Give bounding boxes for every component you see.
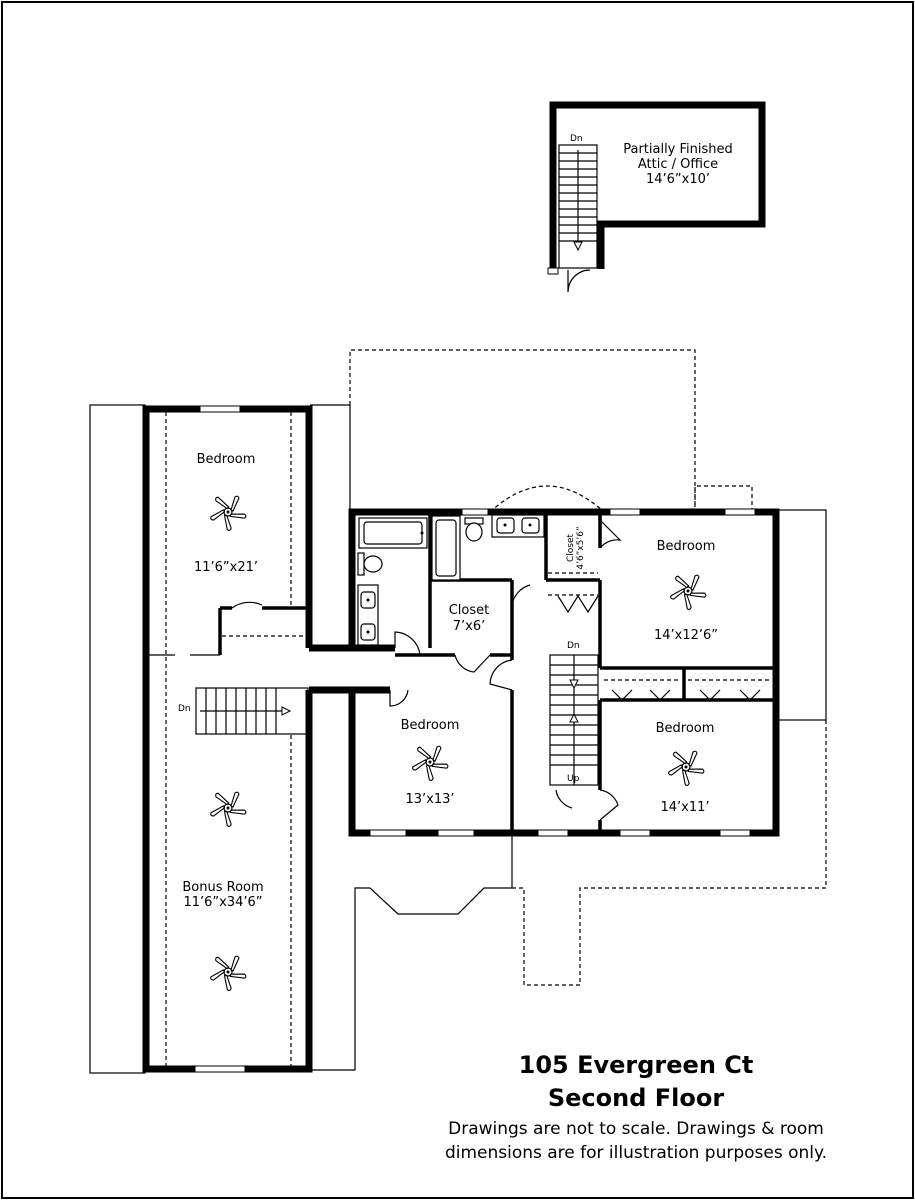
ceiling-fan-icon	[210, 496, 247, 531]
bedroom-upper-right-name: Bedroom	[656, 539, 716, 554]
door-swing-icon	[455, 655, 490, 672]
closet-center-name: Closet	[448, 603, 490, 618]
bedroom-left-name: Bedroom	[196, 452, 256, 467]
door-swing-icon	[390, 690, 408, 706]
bedroom-center-dimensions: 13’x13’	[405, 792, 455, 807]
bedroom-lower-right-dimensions: 14’x11’	[660, 800, 710, 815]
ceiling-fan-icon	[412, 746, 449, 781]
stair-arrow-icon	[570, 680, 578, 688]
attic-title-line2: Attic / Office	[637, 157, 719, 172]
left-stairs	[178, 688, 308, 734]
center-stairs-dn-label: Dn	[567, 641, 580, 651]
stair-arrow-icon	[574, 242, 582, 250]
attic-stairs	[559, 145, 597, 268]
sink-icon	[358, 585, 378, 645]
ceiling-fan-icon	[210, 792, 247, 827]
bonus-room-name: Bonus Room	[182, 880, 264, 895]
bathtub-icon	[359, 518, 427, 548]
attic-dimensions: 14’6”x10’	[645, 172, 711, 187]
ceiling-fan-icon	[210, 956, 247, 991]
attic-plan	[548, 105, 762, 292]
door-swing-icon	[512, 585, 530, 605]
bonus-room-dimensions: 11’6”x34’6”	[183, 895, 263, 910]
center-stairs	[550, 641, 598, 785]
stair-arrow-icon	[282, 707, 290, 715]
door-swing-icon	[600, 790, 618, 820]
bathroom-fixtures	[358, 515, 544, 645]
disclaimer-line2: dimensions are for illustration purposes only.	[444, 1143, 828, 1163]
closet-small-dimensions: 4’6”x5’6”	[576, 526, 586, 570]
left-stairs-label: Dn	[178, 704, 191, 714]
closet-center-dimensions: 7’x6’	[452, 619, 486, 634]
bedroom-upper-right-dimensions: 14’x12’6”	[653, 628, 719, 643]
bedroom-left-dimensions: 11’6”x21’	[193, 560, 259, 575]
floor-title: Second Floor	[547, 1084, 725, 1112]
sink-icon	[492, 515, 544, 537]
toilet-icon	[465, 518, 483, 541]
attic-stairs-label: Dn	[570, 134, 583, 144]
center-stairs-up-label: Up	[567, 774, 580, 784]
ceiling-fan-icon	[668, 751, 705, 786]
door-swing-icon	[568, 270, 590, 292]
bedroom-center-name: Bedroom	[400, 718, 460, 733]
door-swing-icon	[556, 790, 572, 808]
bathtub-icon	[432, 516, 460, 580]
toilet-icon	[358, 553, 382, 575]
door-swing-icon	[490, 660, 512, 690]
main-walls	[146, 406, 776, 1072]
attic-title-line1: Partially Finished	[623, 142, 733, 157]
ceiling-fan-icon	[670, 575, 707, 610]
title-block	[445, 1051, 827, 1163]
door-swing-icon	[395, 632, 420, 655]
address-title: 105 Evergreen Ct	[518, 1051, 754, 1079]
door-swing-icon	[600, 520, 620, 548]
bedroom-lower-right-name: Bedroom	[655, 721, 715, 736]
disclaimer-line1: Drawings are not to scale. Drawings & room	[448, 1119, 824, 1139]
closet-small-name: Closet	[566, 533, 576, 563]
